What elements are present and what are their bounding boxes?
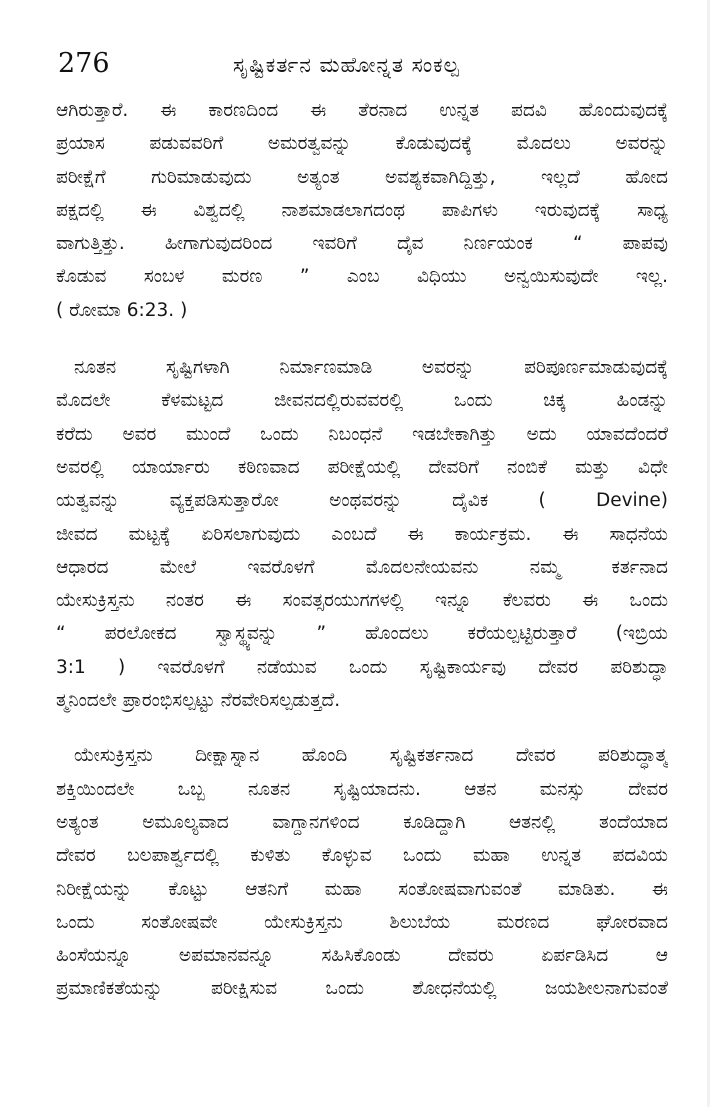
text-line: ಪ್ರಮಾಣಿಕತೆಯನ್ನು ಪರೀಕ್ಷಿಸುವ ಒಂದು ಶೋಧನೆಯಲ್ಲಿ ಜಯಶೀಲನಾಗುವಂತೆ bbox=[56, 978, 668, 1000]
body-text bbox=[56, 94, 668, 1006]
text-line: ತ್ಮನಿಂದಲೇ ಪ್ರಾರಂಭಿಸಲ್ಪಟ್ಟು ನೆರವೇರಿಸಲ್ಪಡುತ್ತದೆ. bbox=[56, 690, 341, 712]
text-line: ಅವರಲ್ಲಿ ಯಾರ್ಯಾರು ಕಠಿಣವಾದ ಪರೀಕ್ಷೆಯಲ್ಲಿ ದೇವರಿಗೆ ನಂಬಿಕೆ ಮತ್ತು ವಿಧೇ bbox=[56, 456, 668, 478]
text-line: ಜೀವದ ಮಟ್ಟಕ್ಕೆ ಏರಿಸಲಾಗುವುದು ಎಂಬದೆ ಈ ಕಾರ್ಯಕ್ರಮ. ಈ ಸಾಧನೆಯ bbox=[56, 523, 668, 545]
text-line: ಆಗಿರುತ್ತಾರೆ. ಈ ಕಾರಣದಿಂದ ಈ ತೆರನಾದ ಉನ್ನತ ಪದವಿ ಹೊಂದುವುದಕ್ಕೆ bbox=[56, 100, 668, 121]
text-line: ಶಕ್ತಿಯಿಂದಲೇ ಒಬ್ಬ ನೂತನ ಸೃಷ್ಟಿಯಾದನು. ಆತನ ಮನಸ್ಸು ದೇವರ bbox=[56, 778, 668, 800]
text-line: ನಿರೀಕ್ಷೆಯನ್ನು ಕೊಟ್ಟು ಆತನಿಗೆ ಮಹಾ ಸಂತೋಷವಾಗುವಂತೆ ಮಾಡಿತು. ಈ bbox=[56, 878, 668, 900]
running-title: ಸೃಷ್ಟಿಕರ್ತನ ಮಹೋನ್ನತ ಸಂಕಲ್ಪ bbox=[233, 53, 460, 77]
paragraph-1 bbox=[56, 94, 668, 327]
text-line: ಒಂದು ಸಂತೋಷವೇ ಯೇಸುಕ್ರಿಸ್ತನು ಶಿಲುಬೆಯ ಮರಣದ ಘೋರವಾದ bbox=[56, 911, 668, 933]
text-line: ದೇವರ ಬಲಪಾರ್ಶ್ವದಲ್ಲಿ ಕುಳಿತು ಕೊಳ್ಳುವ ಒಂದು ಮಹಾ ಉನ್ನತ ಪದವಿಯ bbox=[56, 845, 668, 867]
text-line: “ ಪರಲೋಕದ ಸ್ವಾಸ್ಥ್ಯವನ್ನು ” ಹೊಂದಲು ಕರೆಯಲ್ಪಟ್ಟಿರುತ್ತಾರೆ (ಇಬ್ರಿಯ bbox=[56, 623, 668, 645]
text-line: ಯತ್ವವನ್ನು ವ್ಯಕ್ತಪಡಿಸುತ್ತಾರೋ ಅಂಥವರನ್ನು ದೈವಿಕ ( Devine) bbox=[56, 490, 668, 512]
text-line: ಅತ್ಯಂತ ಅಮೂಲ್ಯವಾದ ವಾಗ್ದಾನಗಳಿಂದ ಕೂಡಿದ್ದಾಗಿ ಆತನಲ್ಲಿ ತಂದೆಯಾದ bbox=[56, 811, 668, 833]
text-line: ಕೊಡುವ ಸಂಬಳ ಮರಣ ” ಎಂಬ ವಿಧಿಯು ಅನ್ವಯಿಸುವುದೇ ಇಲ್ಲ. bbox=[56, 266, 668, 288]
text-line: ಪರೀಕ್ಷೆಗೆ ಗುರಿಮಾಡುವುದು ಅತ್ಯಂತ ಅವಶ್ಯಕವಾಗಿದ್ದಿತ್ತು, ಇಲ್ಲದೆ ಹೋದ bbox=[56, 166, 668, 188]
paragraph-3 bbox=[56, 739, 668, 1005]
page-header bbox=[58, 44, 668, 88]
text-line: ಯೇಸುಕ್ರಿಸ್ತನು ದೀಕ್ಷಾಸ್ನಾನ ಹೊಂದಿ ಸೃಷ್ಟಿಕರ್ತನಾದ ದೇವರ ಪರಿಶುದ್ಧಾತ್ಮ bbox=[74, 745, 668, 767]
text-line: ಯೇಸುಕ್ರಿಸ್ತನು ನಂತರ ಈ ಸಂವತ್ಸರಯುಗಗಳಲ್ಲಿ ಇನ್ನೂ ಕೆಲವರು ಈ ಒಂದು bbox=[56, 590, 668, 612]
paragraph-2 bbox=[56, 351, 668, 717]
page-number: 276 bbox=[58, 48, 110, 79]
paragraph-gap bbox=[56, 327, 668, 351]
text-line: ಮೊದಲೇ ಕೆಳಮಟ್ಟದ ಜೀವನದಲ್ಲಿರುವವರಲ್ಲಿ ಒಂದು ಚಿಕ್ಕ ಹಿಂಡನ್ನು bbox=[56, 390, 668, 412]
text-line: ಪಕ್ಷದಲ್ಲಿ ಈ ವಿಶ್ವದಲ್ಲಿ ನಾಶಮಾಡಲಾಗದಂಥ ಪಾಪಿಗಳು ಇರುವುದಕ್ಕೆ ಸಾಧ್ಯ bbox=[56, 199, 668, 221]
text-line: ನೂತನ ಸೃಷ್ಟಿಗಳಾಗಿ ನಿರ್ಮಾಣಮಾಡಿ ಅವರನ್ನು ಪರಿಪೂರ್ಣಮಾಡುವುದಕ್ಕೆ bbox=[74, 357, 668, 379]
text-line: ಪ್ರಯಾಸ ಪಡುವವರಿಗೆ ಅಮರತ್ವವನ್ನು ಕೊಡುವುದಕ್ಕೆ ಮೊದಲು ಅವರನ್ನು bbox=[56, 133, 668, 155]
text-line: ಆಧಾರದ ಮೇಲೆ ಇವರೊಳಗೆ ಮೊದಲನೇಯವನು ನಮ್ಮ ಕರ್ತನಾದ bbox=[56, 556, 668, 578]
text-line: ( ರೋಮಾ 6:23. ) bbox=[56, 299, 188, 321]
text-line: ವಾಗುತ್ತಿತ್ತು. ಹೀಗಾಗುವುದರಿಂದ ಇವರಿಗೆ ದೈವ ನಿರ್ಣಯಂಕ “ ಪಾಪವು bbox=[56, 233, 668, 255]
text-line: ಕರೆದು ಅವರ ಮುಂದೆ ಒಂದು ನಿಬಂಧನೆ ಇಡಬೇಕಾಗಿತ್ತು ಅದು ಯಾವದೆಂದರೆ bbox=[56, 423, 668, 445]
text-line: ಹಿಂಸೆಯನ್ನೂ ಅಪಮಾನವನ್ನೂ ಸಹಿಸಿಕೊಂಡು ದೇವರು ಏರ್ಪಡಿಸಿದ ಆ bbox=[56, 945, 668, 967]
paragraph-gap bbox=[56, 717, 668, 739]
text-line: 3:1 ) ಇವರೊಳಗೆ ನಡೆಯುವ ಒಂದು ಸೃಷ್ಟಿಕಾರ್ಯವು ದೇವರ ಪರಿಶುದ್ಧಾ bbox=[56, 656, 668, 678]
